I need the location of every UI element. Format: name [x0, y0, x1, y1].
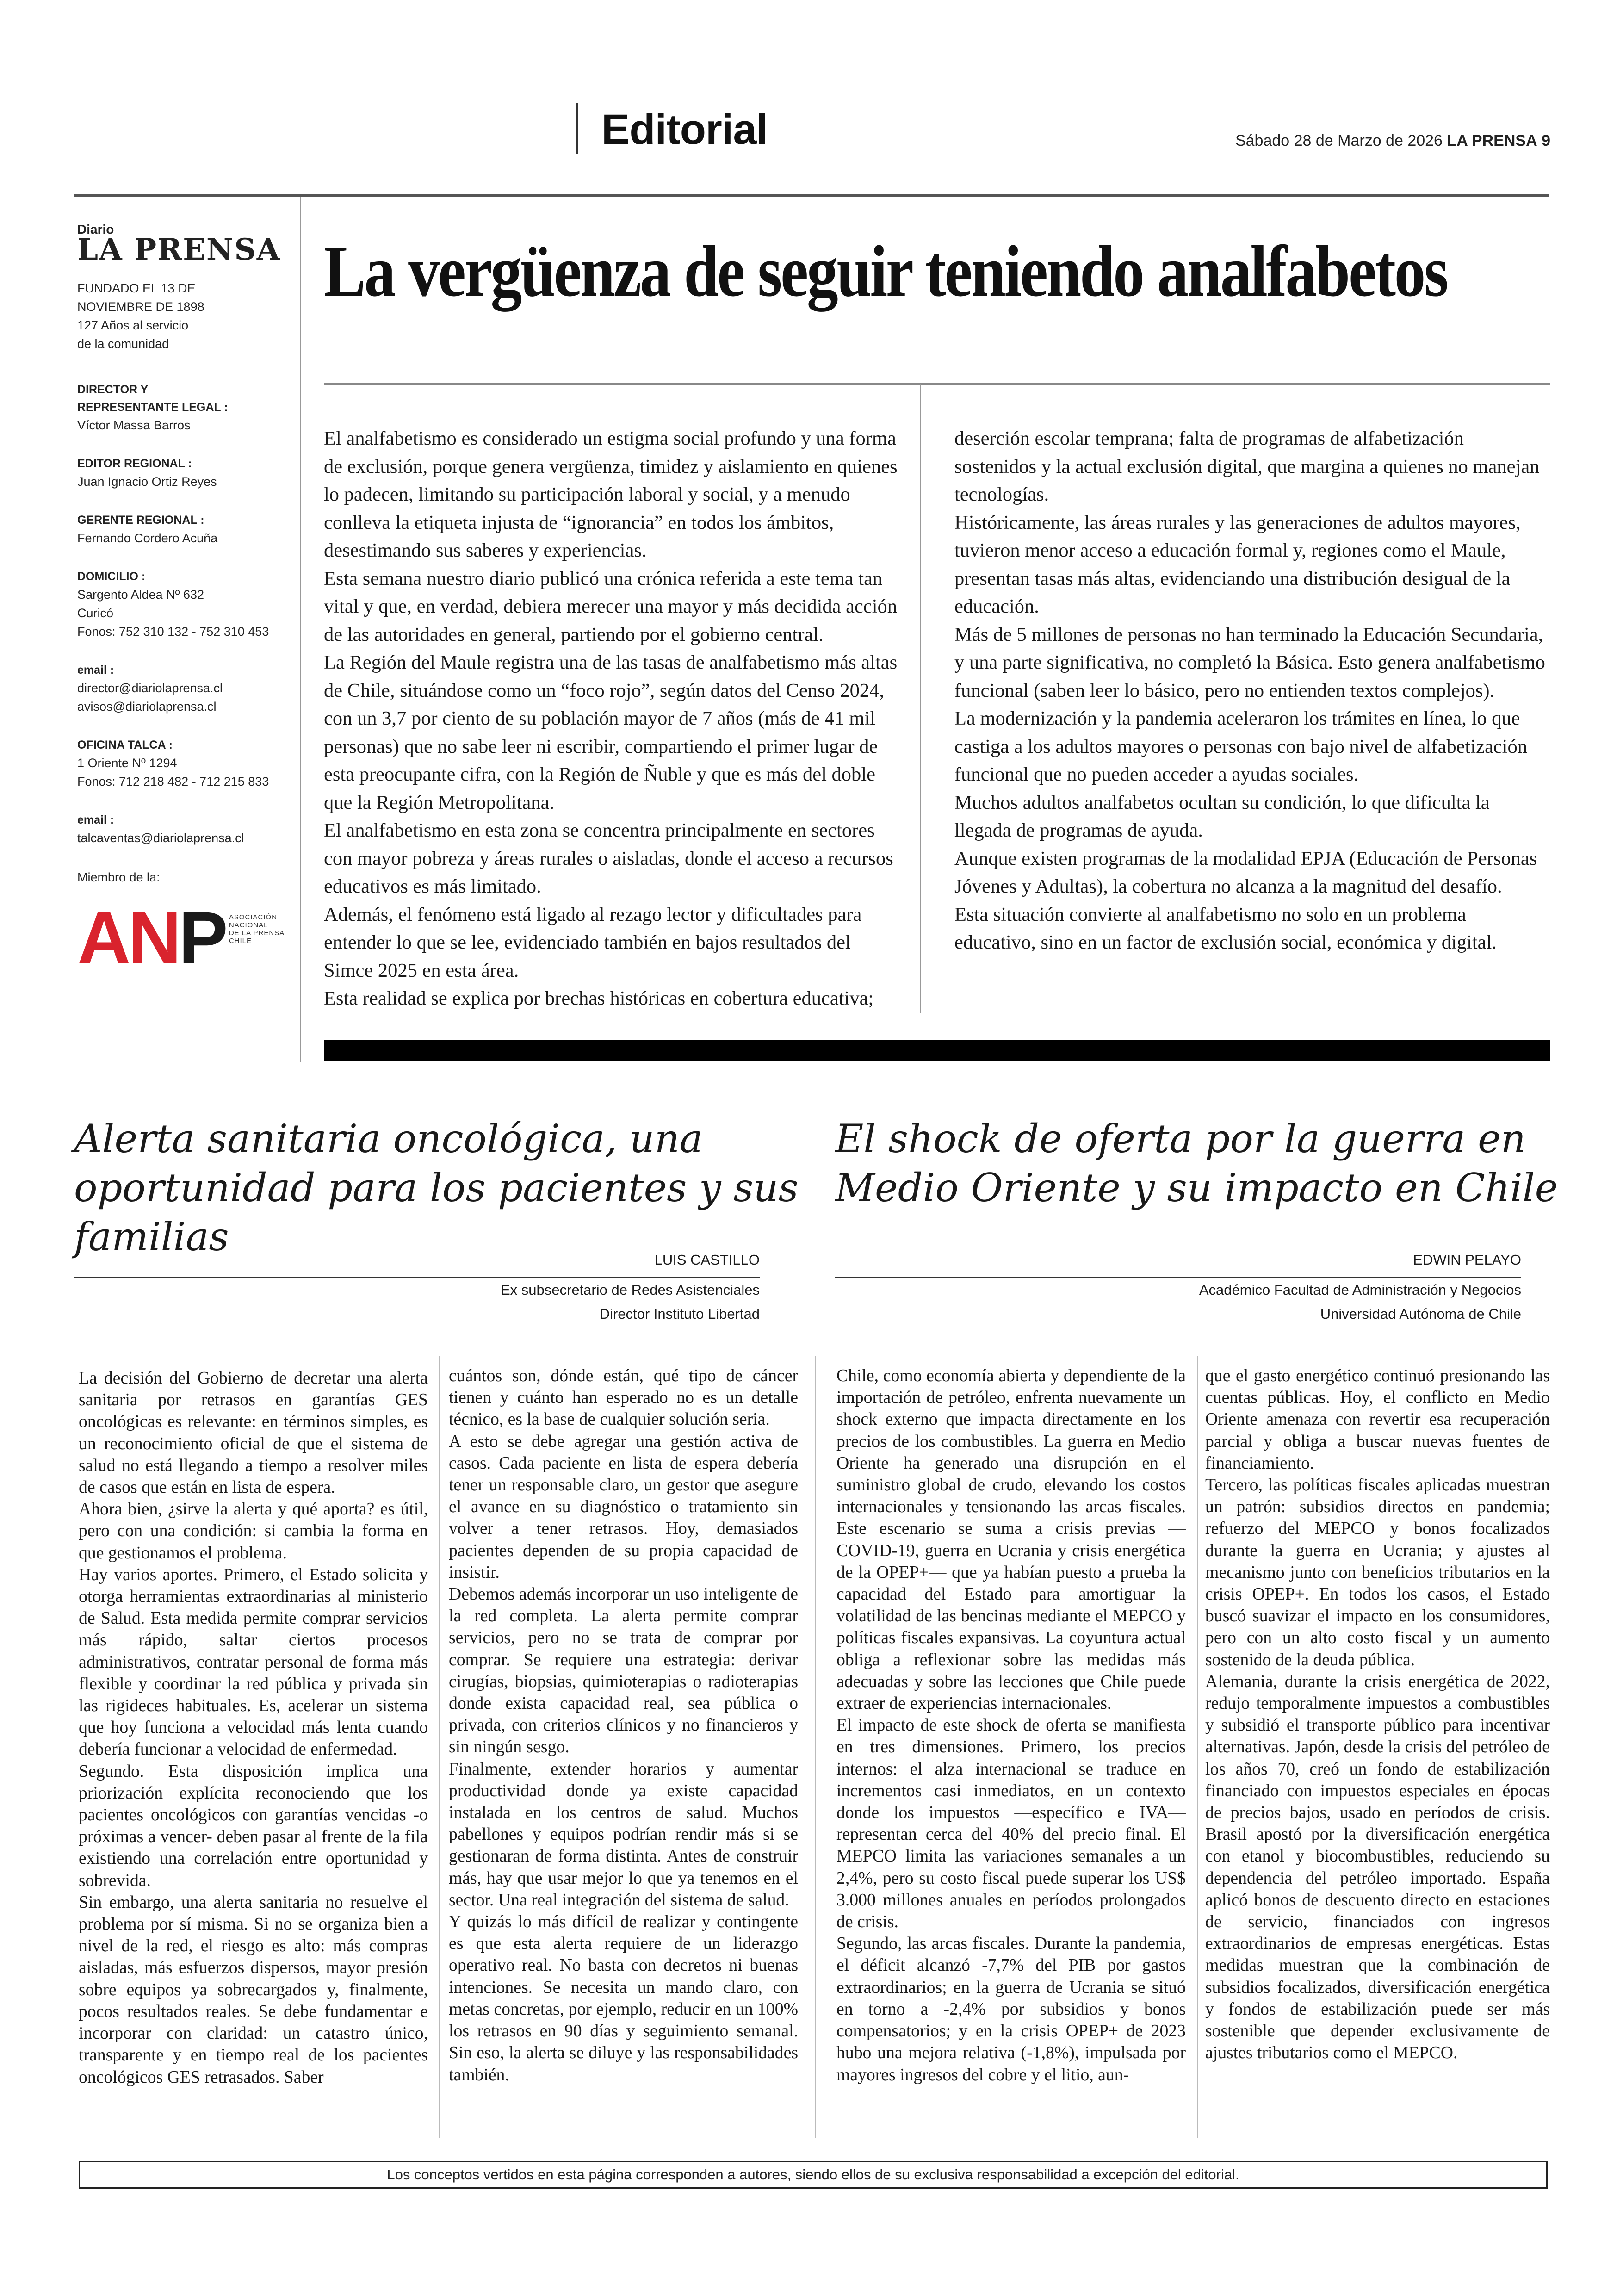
editorial-headline: La vergüenza de seguir teniendo analfabetos: [324, 231, 1447, 312]
header-date: Sábado 28 de Marzo de 2026: [1235, 132, 1443, 149]
opinion-paragraph: Finalmente, extender horarios y aumentar productividad donde ya existe capacidad instalada en los centros de salud. Muchos pabellones y equipos podrían rendir más si se gestionaran de forma distinta. Antes de construir más, hay que usar mejor lo que ya tenemos en el sector. Una real integración del sistema de salud.: [449, 1759, 798, 1910]
masthead-kicker: Diario: [77, 222, 114, 236]
opinion-paragraph: Segundo. Esta disposición implica una priorización explícita reconociendo que los pacientes oncológicos con garantías vencidas -o próximas a vencer- deben pasar al frente de la fila existiendo una correlación entre oportunidad y sobrevida.: [79, 1761, 428, 1890]
opinion-1-column-1: [79, 1367, 428, 2088]
opinion-paragraph: Chile, como economía abierta y dependiente de la importación de petróleo, enfrenta nuevamente un shock externo que impacta directamente en los precios de los combustibles. La guerra en Medio Oriente ha generado una disrupción en el suministro global de crudo, elevando los costos internacionales y tensionando las arcas fiscales. Este escenario se suma a crisis previas —COVID-19, guerra en Ucrania y crisis energética de la OPEP+— que ya habían puesto a prueba la capacidad del Estado para amortiguar la volatilidad de las bencinas mediante el MEPCO y políticas fiscales expansivas. La coyuntura actual obliga a reflexionar sobre las medidas más adecuadas y sobre las lecciones que Chile puede extraer de experiencias internacionales.: [836, 1366, 1186, 1713]
opinion-2-column-2: [1205, 1365, 1550, 2064]
masthead-sidebar: [77, 222, 285, 980]
editorial-paragraph: El analfabetismo en esta zona se concentra principalmente en sectores con mayor pobreza y áreas rurales o aisladas, donde el acceso a recursos educativos es más limitado.: [324, 819, 893, 897]
header-date-line: [1235, 132, 1550, 150]
headline-rule: [324, 383, 1550, 385]
address-label: DOMICILIO :: [77, 570, 146, 583]
editorial-paragraph: El analfabetismo es considerado un estigma social profundo y una forma de exclusión, porque genera vergüenza, timidez y aislamiento en quienes lo padecen, limitando su participación laboral y social, y a menudo conlleva la etiqueta injusta de “ignorancia” en todos los ámbitos, desestimando sus saberes y experiencias.: [324, 428, 898, 561]
editorial-paragraph: Muchos adultos analfabetos ocultan su condición, lo que dificulta la llegada de programas de ayuda.: [954, 791, 1490, 841]
editorial-black-bar: [324, 1040, 1550, 1061]
founded-line: FUNDADO EL 13 DE: [77, 281, 196, 296]
header-rule: [74, 194, 1549, 197]
editorial-column-divider: [920, 384, 921, 1013]
editorial-column-2: [954, 425, 1547, 957]
anp-caption-line: DE LA PRENSA: [229, 929, 285, 937]
editor-label: EDITOR REGIONAL :: [77, 457, 192, 471]
masthead-logo: LA PRENSA: [77, 232, 281, 267]
director-label: [77, 381, 285, 416]
opinion-2-headline: El shock de oferta por la guerra en Medio Oriente y su impacto en Chile: [835, 1116, 1558, 1210]
opinion-paragraph: Debemos además incorporar un uso inteligente de la red completa. La alerta permite comprar servicios, pero no se trata de comprar por comprar. Se requiere una estrategia: derivar cirugías, biopsias, quimioterapias o radioterapias donde exista capacidad real, sea pública o privada, con criterios clínicos y no financieros y sin ningún sesgo.: [449, 1584, 798, 1757]
anp-logo-caption: [229, 913, 285, 945]
editorial-paragraph: Históricamente, las áreas rurales y las generaciones de adultos mayores, tuvieron menor acceso a educación formal y, regiones como el Maule, presentan tasas más altas, evidenciando una distribución desigual de la educación.: [954, 511, 1521, 617]
opinion-paragraph: La decisión del Gobierno de decretar una alerta sanitaria por retrasos en garantías GES oncológicas es relevante: en términos simples, es un reconocimiento oficial de que el sistema de salud no está llegando a tiempo a resolver miles de casos que están en lista de espera.: [79, 1368, 428, 1497]
opinion-2-column-1: [836, 1365, 1186, 2086]
page-number: 9: [1542, 132, 1550, 149]
opinion-paragraph: cuántos son, dónde están, qué tipo de cáncer tienen y cuánto han esperado no es un detalle técnico, es la base de cualquier solución seria.: [449, 1366, 798, 1429]
editorial-paragraph: La modernización y la pandemia aceleraron los trámites en línea, lo que castiga a los adultos mayores o personas con bajo nivel de alfabetización funcional que no pueden acceder a ayudas sociales.: [954, 707, 1527, 785]
talca-office-label: OFICINA TALCA :: [77, 738, 173, 752]
editorial-paragraph: La Región del Maule registra una de las tasas de analfabetismo más altas de Chile, situándose como un “foco rojo”, según datos del Censo 2024, con un 3,7 por ciento de su población mayor de 7 años (más de 41 mil personas) que no sabe leer ni escribir, compartiendo el primer lugar de esta preocupante cifra, con la Región de Ñuble y que es más del doble que la Región Metropolitana.: [324, 652, 898, 813]
director-label-line: REPRESENTANTE LEGAL :: [77, 401, 228, 414]
section-title: Editorial: [601, 106, 768, 153]
editorial-paragraph: Esta semana nuestro diario publicó una crónica referida a este tema tan vital y que, en verdad, debiera merecer una mayor y más decidida acción de las autoridades en general, partiendo por el gobierno central.: [324, 567, 898, 645]
anp-logo: [77, 896, 285, 980]
editorial-paragraph: Más de 5 millones de personas no han terminado la Educación Secundaria, y una parte significativa, no completó la Básica. Esto genera analfabetismo funcional (saben leer lo básico, pero no entienden textos complejos).: [954, 623, 1545, 701]
opinion-paragraph: Sin embargo, una alerta sanitaria no resuelve el problema por sí misma. Si no se organiza bien a nivel de la red, el riesgo es alto: más compras aisladas, más esfuerzos dispersos, mayor presión sobre equipos ya sobrecargados y, finalmente, pocos resultados reales. Se debe fundamentar e incorporar con claridad: un catastro único, transparente y en tiempo real de los pacientes oncológicos GES retrasados. Saber: [79, 1892, 428, 2087]
editorial-paragraph: Esta realidad se explica por brechas históricas en cobertura educativa;: [324, 987, 874, 1009]
opinion-2-role: Académico Facultad de Administración y Negocios: [1199, 1282, 1521, 1298]
founded-block: [77, 279, 285, 353]
opinion-paragraph: Segundo, las arcas fiscales. Durante la pandemia, el déficit alcanzó -7,7% del PIB por gastos extraordinarios; en la guerra de Ucrania se situó en torno a -2,4% por subsidios y bonos compensatorios; y en la crisis OPEP+ de 2023 hubo una mejora relativa (-1,8%), impulsada por mayores ingresos del cobre y el litio, aun-: [836, 1934, 1186, 2085]
opinion-paragraph: que el gasto energético continuó presionando las cuentas públicas. Hoy, el conflicto en Medio Oriente amenaza con revertir esa recuperación parcial y obliga a buscar nuevas fuentes de financiamiento.: [1205, 1366, 1550, 1473]
member-label: Miembro de la:: [77, 870, 160, 885]
opinion-2-column-divider: [1197, 1356, 1198, 2138]
address-phones: Fonos: 752 310 132 - 752 310 453: [77, 625, 269, 639]
sidebar-divider: [300, 197, 301, 1062]
editor-name: Juan Ignacio Ortiz Reyes: [77, 475, 217, 489]
anp-caption-line: ASOCIACIÓN: [229, 913, 277, 922]
manager-label: GERENTE REGIONAL :: [77, 514, 204, 527]
email-address: avisos@diariolaprensa.cl: [77, 700, 217, 714]
opinion-2-author: EDWIN PELAYO: [1413, 1252, 1521, 1268]
header-divider: [576, 103, 578, 154]
opinion-2-roles: [835, 1278, 1521, 1326]
opinion-paragraph: El impacto de este shock de oferta se manifiesta en tres dimensiones. Primero, los precios internos: el alza internacional se traduce en incrementos casi inmediatos, en un contexto donde los impuestos —específico e IVA— representan cerca del 40% del precio final. El MEPCO limita las variaciones semanales a un 2,4%, pero su costo fiscal puede superar los US$ 3.000 millones anuales en períodos prolongados de crisis.: [836, 1715, 1186, 1932]
anp-caption-line: CHILE: [229, 937, 252, 945]
header-paper-name: LA PRENSA: [1447, 132, 1537, 149]
opinion-1-author: LUIS CASTILLO: [654, 1252, 760, 1268]
footer-disclaimer: Los conceptos vertidos en esta página corresponden a autores, siendo ellos de su exclusiva responsabilidad a excepción del editorial.: [79, 2161, 1548, 2189]
address-line: Sargento Aldea Nº 632: [77, 588, 204, 602]
opinion-1-roles: [74, 1278, 760, 1326]
opinion-paragraph: Hay varios aportes. Primero, el Estado solicita y otorga herramientas extraordinarias al ministerio de Salud. Esta medida permite comprar servicios más rápido, saltar ciertos procesos administrativos, contratar personal de forma más flexible y coordinar la red pública y privada sin las rigideces habituales. Es, acelerar un sistema que hoy funciona a velocidad más lenta cuando debería funcionar a velocidad de enfermedad.: [79, 1564, 428, 1759]
opinion-2-role: Universidad Autónoma de Chile: [1320, 1306, 1521, 1322]
address-line: Curicó: [77, 606, 114, 621]
anp-logo-mark: ANP: [77, 896, 225, 980]
director-label-line: DIRECTOR Y: [77, 383, 149, 397]
email-address: director@diariolaprensa.cl: [77, 681, 223, 695]
founded-line: NOVIEMBRE DE 1898: [77, 300, 204, 314]
opinion-1-byline: [74, 1248, 760, 1272]
opinion-2-byline: [835, 1248, 1521, 1272]
editorial-column-1: [324, 425, 904, 1013]
email-label: email :: [77, 664, 114, 677]
founded-line: 127 Años al servicio: [77, 318, 189, 333]
opinion-1-role: Director Instituto Libertad: [599, 1306, 760, 1322]
opinion-paragraph: Y quizás lo más difícil de realizar y contingente es que esta alerta requiere de un liderazgo operativo real. No basta con decretos ni buenas intenciones. Se necesita un mando claro, con metas concretas, por ejemplo, reducir en un 100% los retrasos en 90 días y seguimiento semanal. Sin eso, la alerta se diluye y las responsabilidades también.: [449, 1912, 798, 2085]
opinion-1-column-2: [449, 1365, 798, 2086]
director-name: Víctor Massa Barros: [77, 418, 191, 433]
anp-caption-line: NACIONAL: [229, 921, 268, 930]
opinion-paragraph: Tercero, las políticas fiscales aplicadas muestran un patrón: subsidios directos en pandemia; refuerzo del MEPCO y bonos focalizados durante la guerra en Ucrania; y ajustes al mecanismo junto con beneficios tributarios en la crisis OPEP+. En todos los casos, el Estado buscó suavizar el impacto en los consumidores, pero con un alto costo fiscal y un aumento sostenido de la deuda pública.: [1205, 1475, 1550, 1669]
opinion-paragraph: A esto se debe agregar una gestión activa de casos. Cada paciente en lista de espera debería tener un responsable claro, un gestor que asegure el avance en su diagnóstico o tratamiento sin volver a tener retrasos. Hoy, demasiados pacientes dependen de su propia capacidad de insistir.: [449, 1431, 798, 1582]
opinion-paragraph: Alemania, durante la crisis energética de 2022, redujo temporalmente impuestos a combustibles y subsidió el transporte público para incentivar alternativas. Japón, desde la crisis del petróleo de los años 70, creó un fondo de estabilización financiado con impuestos especiales en épocas de precios bajos, usado en períodos de crisis. Brasil apostó por la diversificación energética con etanol y biocombustibles, reduciendo su dependencia del petróleo importado. España aplicó bonos de descuento directo en estaciones de servicio, financiados con ingresos extraordinarios de empresas energéticas. Estas medidas muestran que la combinación de subsidios focalizados, diversificación energética y fondos de estabilización puede ser más sostenible que depender exclusivamente de ajustes tributarios como el MEPCO.: [1205, 1671, 1550, 2063]
editorial-paragraph: Aunque existen programas de la modalidad EPJA (Educación de Personas Jóvenes y Adultas), la cobertura no alcanza a la magnitud del desafío.: [954, 847, 1537, 897]
editorial-paragraph: Además, el fenómeno está ligado al rezago lector y dificultades para entender lo que se lee, evidenciado también en bajos resultados del Simce 2025 en esta área.: [324, 903, 862, 981]
opinion-section-divider: [815, 1356, 816, 2138]
manager-name: Fernando Cordero Acuña: [77, 531, 218, 546]
opinion-1-column-divider: [439, 1356, 440, 2138]
opinion-paragraph: Ahora bien, ¿sirve la alerta y qué aporta? es útil, pero con una condición: si cambia la forma en que gestionamos el problema.: [79, 1499, 428, 1563]
email2-label: email :: [77, 813, 114, 827]
founded-line: de la comunidad: [77, 337, 169, 351]
talca-email: talcaventas@diariolaprensa.cl: [77, 831, 244, 845]
talca-address: 1 Oriente Nº 1294: [77, 756, 177, 770]
opinion-1-role: Ex subsecretario de Redes Asistenciales: [500, 1282, 760, 1298]
editorial-paragraph: deserción escolar temprana; falta de programas de alfabetización sostenidos y la actual exclusión digital, que margina a quienes no manejan tecnologías.: [954, 428, 1540, 505]
opinion-1-headline: Alerta sanitaria oncológica, una oportunidad para los pacientes y sus familias: [74, 1116, 799, 1260]
talca-phones: Fonos: 712 218 482 - 712 215 833: [77, 775, 269, 789]
editorial-paragraph: Esta situación convierte al analfabetismo no solo en un problema educativo, sino en un factor de exclusión social, económica y digital.: [954, 903, 1497, 953]
